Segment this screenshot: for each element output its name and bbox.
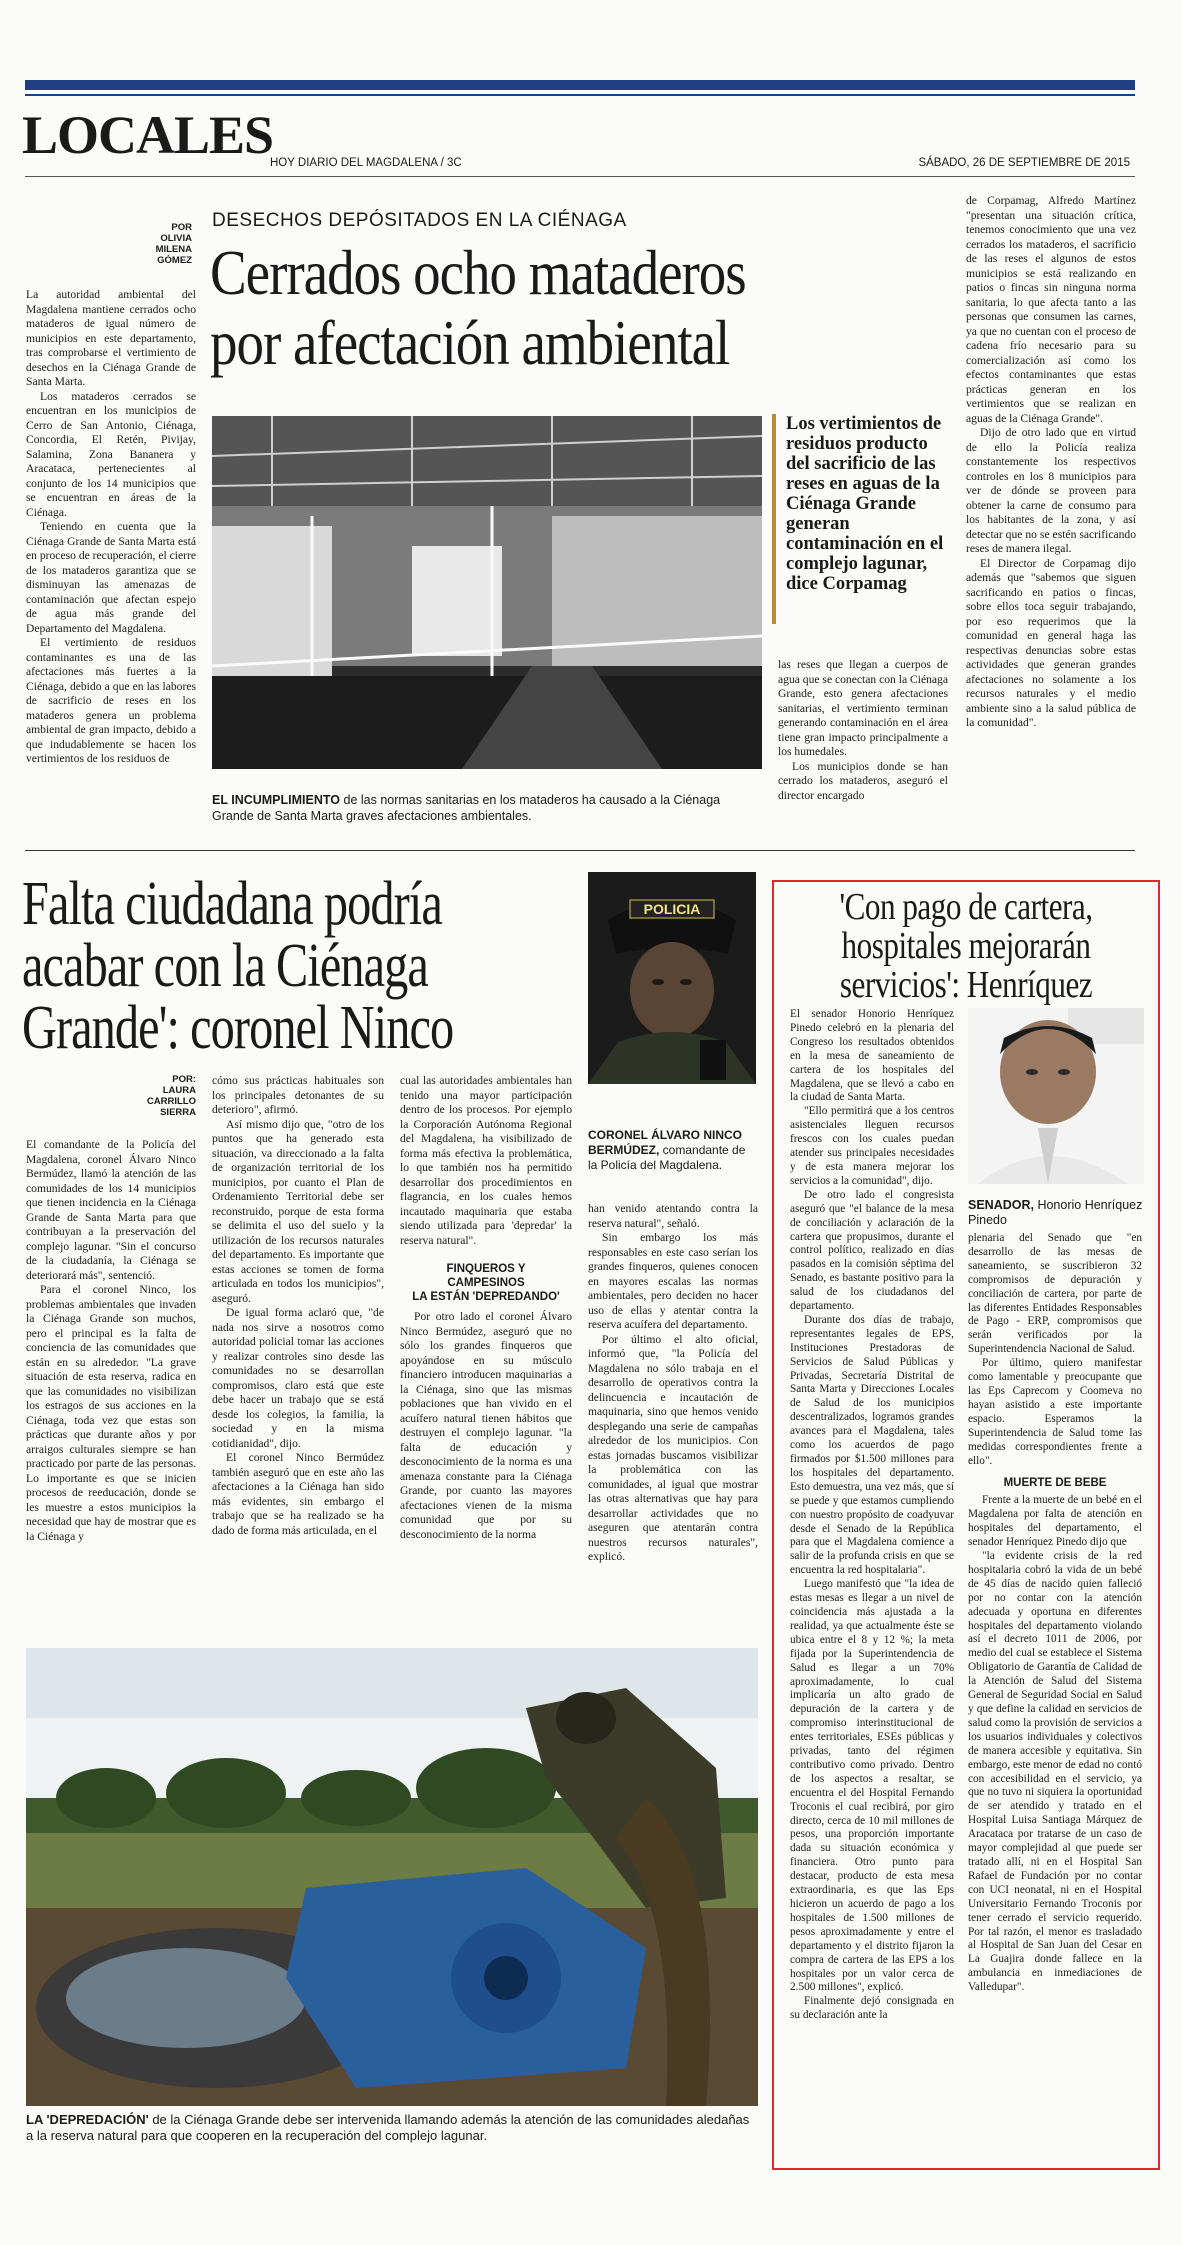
article1-pullquote: Los vertimientos de residuos producto del sacrificio de las reses en aguas de la Ciénaga Grande generan contaminación en el complejo lagunar, dice Corpamag — [786, 414, 944, 594]
caption-lead: SENADOR, — [968, 1198, 1034, 1212]
paragraph: De igual forma aclaró que, "de nada nos sirve a nosotros como autoridad policial tomar las acciones y realizar controles sino desde las comunidades no se desarrollan compromisos, claro está que este debe hacer un trabajo que se está desde los colegios, la familia, la sociedad y en la misma cotidianidad", dijo. — [212, 1306, 384, 1450]
section-divider — [25, 850, 1135, 851]
article2-headline-line3: Grande': coronel Ninco — [22, 994, 454, 1062]
paragraph: Por último el alto oficial, informó que, "la Policía del Magdalena no sólo trabaja en el desarrollo de operativos contra la delincuencia e incautación de maquinaria, sino que hemos venido desplegando una serie de campañas alrededor de los municipios. Con estas jornadas buscamos visibilizar la problemática con las comunidades, al igual que mostrar las otras alternativas que hay para desarrollar actividades que no aseguren que atentarán contra nuestros recursos naturales", explicó. — [588, 1332, 758, 1563]
article1-column-3 — [778, 658, 948, 803]
paragraph: cómo sus prácticas habituales son los principales detonantes de su deterioro", afirmó. — [212, 1074, 384, 1116]
cienaga-image — [26, 1648, 758, 2106]
article3-headline-line1: 'Con pago de cartera, — [839, 886, 1093, 928]
subhead-line: LA ESTÁN 'DEPREDANDO' — [412, 1291, 560, 1303]
paper-name: HOY DIARIO DEL MAGDALENA / 3C — [270, 157, 462, 169]
article1-kicker: DESECHOS DEPÓSITADOS EN LA CIÉNAGA — [212, 210, 627, 231]
subhead-line: FINQUEROS Y — [446, 1263, 526, 1275]
police-colonel-photo — [588, 872, 756, 1084]
article1-column-4 — [966, 194, 1136, 731]
paragraph: Los mataderos cerrados se encuentran en los municipios de Cerro de San Antonio, Ciénaga, Concordia, El Retén, Pivijay, Salamina, Zona Bananera y Aracataca, pertenecientes al conjunto de los 14 municipios que se encuentran en áreas de la Ciénaga. — [26, 389, 196, 519]
paragraph: Luego manifestó que "la idea de estas mesas es llegar a un nivel de coincidencia más ajustada a la realidad, ya que actualmente éste se ubica entre el 8 y 12 %; la meta fijada por la Superintendencia de Salud es llegar a un 70% aproximadamente, lo cual implicaría un alto grado de depuración de la cartera y de compromiso interinstitucional de entes territoriales, ESEs públicas y privadas, tanto del régimen contributivo como privado. Dentro de los aspectos a resaltar, se encuentra el del Hospital Fernando Troconis el cual recibirá, por giro directo, cerca de 10 mil millones de pesos, una proporción importante dada su situación económica y financiera. Otro punto para destacar, producto de esta mesa extraordinaria, es que las Eps hicieron un acuerdo de pago a los hospitales de 1.500 millones de pesos aproximadamente y entre el departamento y el distrito fijaron la compra de cartera de las EPS a los hospitales por un valor cerca de 2.500 millones", explicó. — [790, 1578, 954, 1994]
caption-text: comandante de la Policía del Magdalena. — [588, 1143, 746, 1172]
paragraph: El Director de Corpamag dijo además que "sabemos que siguen sacrificando en patios o fincas, sobre ellos toca seguir trabajando, por eso requerimos que la comunidad en general haga las respectivas denuncias sobre estas actividades que generan grandes afectaciones no solamente a los recursos naturales y el medio ambiente sino a la salud pública de la comunidad". — [966, 556, 1136, 729]
article3-subhead: MUERTE DE BEBE — [1003, 1477, 1107, 1490]
article2-column-2 — [212, 1074, 384, 1538]
paragraph: Por otro lado el coronel Álvaro Ninco Bermúdez, aseguró que no sólo los grandes finqueros que apoyándose en su músculo financiero introducen maquinarias a la Ciénaga, sino que las mismas poblaciones que han vivido en el acuífero natural tienen hábitos que destruyen el complejo lagunar. "la falta de educación y desconocimiento de la norma es una amenaza constante para la Ciénaga Grande, por cuanto las mayores afectaciones vienen de la misma comunidad que por su desconocimiento de la norma — [400, 1310, 572, 1541]
article2-headline-line2: acabar con la Ciénaga — [22, 932, 428, 1000]
caption-text: Honorio Henríquez Pinedo — [968, 1198, 1143, 1227]
slaughterhouse-photo — [212, 416, 762, 769]
article2-photo-caption — [588, 1128, 758, 1173]
byline-line: OLIVIA — [160, 233, 192, 244]
paragraph: El vertimiento de residuos contaminantes es una de las afectaciones más fuertes a la Ciénaga, debido a que en las labores de sacrificio de reses en los mataderos genera un problema ambiental de gran impacto, debido a que indudablemente se hacen los vertimientos de los residuos de — [26, 636, 196, 765]
paragraph: "Ello permitirá que a los centros asistenciales lleguen recursos frescos con los cuales puedan atender sus principales necesidades y de esta manera mejorar los servicios a la comunidad", dijo. — [790, 1105, 954, 1187]
paragraph: plenaria del Senado que "en desarrollo de las mesas de saneamiento, se suscribieron 32 compromisos de depuración y conciliación de cartera, por parte de las diferentes Entidades Responsables de Pago - ERP, compromisos que serán verificados por la Superintendencia Nacional de Salud. — [968, 1232, 1142, 1356]
article3-column-2 — [968, 1232, 1142, 1995]
byline-line: CARRILLO — [146, 1096, 196, 1107]
byline-line: MILENA — [155, 244, 192, 255]
article2-headline-line1: Falta ciudadana podría — [22, 870, 442, 938]
colonel-portrait — [588, 872, 756, 1084]
paragraph: Para el coronel Ninco, los problemas ambientales que invaden la Ciénaga Grande son muchos, pero el principal es la falta de conciencia de las comunidades que están en su alrededor. "La grave situación de esta reserva, radica en que las comunidades no visibilizan los estragos de sus acciones en la Ciénaga, toda vez que estas son prácticas que durante años y por arraigos culturales siempre se han practicado por parte de las personas. Lo importante es que se inicien procesos de reeducación, donde se les muestre a estos municipios la necesidad que hay de mostrar que es la Ciénaga y — [26, 1283, 196, 1543]
caption-text: de las normas sanitarias en los mataderos ha causado a la Ciénaga Grande de Santa Marta graves afectaciones ambientales. — [212, 793, 721, 823]
paragraph: las reses que llegan a cuerpos de agua que se conectan con la Ciénaga Grande, esto genera afectaciones sanitarias, el vertimiento terminan generando contaminación en el área tiene gran impacto principalmente a los humedales. — [778, 658, 948, 758]
article2-column-1 — [26, 1138, 196, 1544]
article3-headline-line2: hospitales mejorarán — [841, 925, 1091, 967]
caption-text: de la Ciénaga Grande debe ser intervenida llamando además la atención de las comunidades aledañas a la reserva natural para que cooperen en la recuperación del complejo lagunar. — [26, 2112, 750, 2143]
paragraph: El senador Honorio Henríquez Pinedo celebró en la plenaria del Congreso los resultados obtenidos en la mesa de saneamiento de cartera de los hospitales del Magdalena, que se llevó a cabo en la ciudad de Santa Marta. — [790, 1008, 954, 1104]
article2-photo-caption-bottom — [26, 2112, 758, 2144]
byline-line: POR — [171, 222, 192, 233]
top-color-bar — [25, 80, 1135, 90]
paragraph: Dijo de otro lado que en virtud de ello la Policía realiza constantemente los respectivos controles en los 8 municipios para ver de dónde se proveen para obtener la carne de consumo para los habitantes de la zona, y así detectar que no se estén sacrificando reses de manera ilegal. — [966, 426, 1136, 555]
caption-lead: EL INCUMPLIMIENTO — [212, 793, 341, 807]
article2-column-4 — [588, 1202, 758, 1565]
subhead-line: CAMPESINOS — [447, 1277, 525, 1289]
paragraph: Por último, quiero manifestar como lamentable y preocupante que las Eps Caprecom y Coomeva no hayan asistido a este importante espacio. Esperamos la Superintendencia de Salud tome las medidas correspondientes frente a ello". — [968, 1357, 1142, 1467]
section-title: LOCALES — [22, 105, 274, 165]
article3-column-1 — [790, 1008, 954, 2023]
paragraph: De otro lado el congresista aseguró que "el balance de la mesa de conciliación y aclaración de la cartera que propusimos, durante el control político, realizado en días pasados en la comisión séptima del Senado, es bastante positivo para la salud de los ciudadanos del departamento. — [790, 1188, 954, 1313]
article1-photo-caption — [212, 792, 762, 824]
paragraph: El coronel Ninco Bermúdez también aseguró que en este año las afectaciones a la Ciénaga han sido más evidentes, sin embargo el trabajo que se ha realizado se ha dado de forma más articulada, en el — [212, 1451, 384, 1537]
paragraph: Sin embargo los más responsables en este caso serían los grandes finqueros, quienes conocen en mayores escalas las normas ambientales, pero deciden no hacer uso de ellas y atentar contra la reserva acuífera del departamento. — [588, 1231, 758, 1331]
article1-headline-line2: por afectación ambiental — [210, 307, 730, 378]
article2-byline — [140, 1074, 196, 1118]
paragraph: "la evidente crisis de la red hospitalaria cobró la vida de un bebé de 45 días de nacido quien falleció por no contar con la atención adecuada y oportuna en diferentes hospitales del departamento violando así el decreto 1011 de 2006, por medio del cual se establece el Sistema Obligatorio de Garantía de Calidad de la Atención de Salud del Sistema General de Seguridad Social en Salud y que define la calidad en servicios de salud como la provisión de servicios a los usuarios individuales y colectivos de manera accesible y equitativa. Sin embargo, este menor de edad no contó con accesibilidad en el servicio, ya que no tuvo ni siquiera la oportunidad de ser atendido y tratado en el Hospital Luisa Santiaga Márquez de Aracataca por tratarse de un caso de mayor complejidad al que puede ser tratado allí, ni en el Hospital San Rafael de Fundación por no contar con UCI neonatal, ni en el Hospital Universitario Fernando Troconis por tener cerrado el servicio requerido. Por tal razón, el menor es trasladado al Hospital de San Juan del Cesar en La Guajira donde fallece en la ambulancia en inmediaciones de Valledupar". — [968, 1550, 1142, 1994]
paragraph: Finalmente dejó consignada en su declaración ante la — [790, 1995, 954, 2022]
caption-lead: LA 'DEPREDACIÓN' — [26, 2112, 149, 2127]
paragraph: Frente a la muerte de un bebé en el Magdalena por falta de atención en hospitales del departamento, el senador Henríquez Pinedo dijo que — [968, 1494, 1142, 1549]
paragraph: La autoridad ambiental del Magdalena mantiene cerrados ocho mataderos de igual número de municipios en este departamento, tras comprobarse el vertimiento de desechos en la Ciénaga Grande de Santa Marta. — [26, 288, 196, 388]
article1-column-1 — [26, 288, 196, 767]
byline-line: LAURA — [162, 1085, 196, 1096]
paragraph: han venido atentando contra la reserva natural", señaló. — [588, 1202, 758, 1230]
slaughterhouse-image — [212, 416, 762, 769]
issue-date: SÁBADO, 26 DE SEPTIEMBRE DE 2015 — [918, 157, 1130, 169]
paragraph: Así mismo dijo que, "otro de los puntos que ha generado esta situación, va direccionado a la falta de organización territorial de los municipios, por cuanto el Plan de Ordenamiento Territorial debe ser reconstruido, porque de esta forma se delimita el uso del suelo y la utilización de los recursos naturales del departamento. Es importante que estas acciones se tomen de forma articulada en todos los municipios", aseguró. — [212, 1117, 384, 1305]
article1-byline — [140, 222, 192, 266]
police-badge-text: POLICIA — [643, 901, 701, 917]
byline-line: GÓMEZ — [157, 255, 192, 266]
article1-headline-line1: Cerrados ocho mataderos — [210, 237, 746, 308]
paragraph: cual las autoridades ambientales han tenido una mayor participación dentro de los procesos. Por ejemplo la Corporación Autónoma Regional del Magdalena, ha visibilizado de forma más efectiva la problemática, lo que también nos ha permitido desarrollar dos procedimientos en flagrancia, en los cuales hemos incautado maquinaria que estaba siendo utilizada para 'depredar' la reserva natural". — [400, 1074, 572, 1247]
paragraph: de Corpamag, Alfredo Martínez "presentan una situación crítica, tenemos conocimiento que una vez cerrados los mataderos, el sacrificio de las reses el algunos de estos municipios se está realizando en patios o fincas sin ninguna norma sanitaria, lo que afecta tanto a las personas que consumen las carnes, ya que no cuentan con el proceso de cadena frío necesario para su comercialización así como los efectos contaminantes que estas prácticas generan en los vertimientos que se realizan en aguas de la Ciénaga Grande". — [966, 194, 1136, 425]
top-thin-bar — [25, 94, 1135, 96]
byline-line: SIERRA — [160, 1107, 196, 1118]
byline-line: POR: — [172, 1074, 196, 1085]
paragraph: Los municipios donde se han cerrado los mataderos, aseguró el director encargado — [778, 759, 948, 802]
article3-photo-caption — [968, 1198, 1144, 1228]
cienaga-machinery-photo — [26, 1648, 758, 2106]
paragraph: Durante dos días de trabajo, representantes legales de EPS, Instituciones Prestadoras de Servicios de Salud Públicas y Privadas, Secretaría Distrital de Santa Marta y Direcciones Locales de Salud de los municipios descentralizados, logramos grandes avances para el Magdalena, tales como los acuerdos de pago firmados por $1.500 millones para los hospitales del departamento. Esto demuestra, una vez más, que sí se puede y que estamos cumpliendo con nuestro propósito de coadyuvar desde el Senado de la República para que el Magdalena comience a salir de la profunda crisis en que se encuentra la red hospitalaria". — [790, 1313, 954, 1577]
caption-lead: CORONEL ÁLVARO NINCO BERMÚDEZ, — [588, 1128, 743, 1157]
senator-portrait — [968, 1008, 1144, 1184]
article3-headline-line3: servicios': Henríquez — [839, 964, 1093, 1006]
article2-column-3 — [400, 1074, 572, 1542]
article2-subhead — [400, 1262, 572, 1304]
article3-headline — [772, 888, 1160, 1005]
header-rule — [25, 176, 1135, 177]
paragraph: El comandante de la Policía del Magdalena, coronel Álvaro Ninco Bermúdez, llamó la atención de las comunidades de los 14 municipios que tienen incidencia en la Ciénaga Grande de Santa Marta para que contribuyan a la preservación del complejo lagunar. "Sin el concurso de la ciudadanía, la Ciénaga se deteriorará más", sentenció. — [26, 1138, 196, 1282]
senator-photo — [968, 1008, 1144, 1184]
paragraph: Teniendo en cuenta que la Ciénaga Grande de Santa Marta está en proceso de recuperación, el cierre de los mataderos garantiza que se disminuyan las amenazas de contaminación que afectan espejo de agua más grande del Departamento del Magdalena. — [26, 520, 196, 635]
pullquote-accent-bar — [772, 414, 776, 624]
